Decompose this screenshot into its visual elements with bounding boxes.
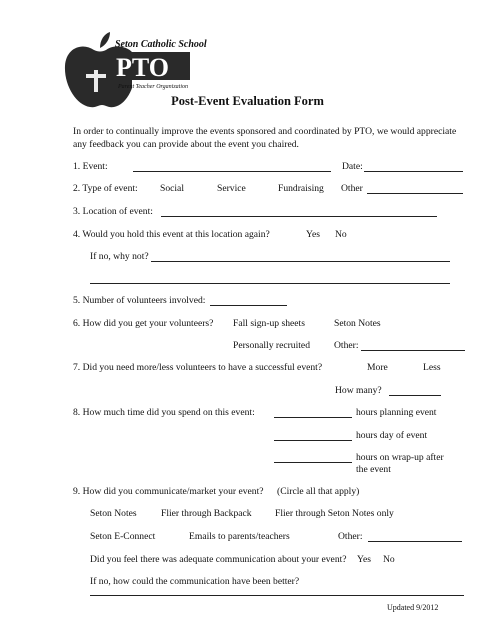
hours-planning-label: hours planning event [356, 407, 437, 418]
q2-label: 2. Type of event: [73, 183, 138, 194]
adequate-yes-option[interactable]: Yes [357, 554, 371, 565]
q3-label: 3. Location of event: [73, 206, 153, 217]
q4-no-option[interactable]: No [335, 229, 347, 240]
adequate-no-option[interactable]: No [383, 554, 395, 565]
why-not-field[interactable] [151, 261, 450, 262]
option-fundraising[interactable]: Fundraising [278, 183, 324, 194]
q8-label: 8. How much time did you spend on this event: [73, 407, 255, 418]
hours-wrapup-label-2: the event [356, 464, 391, 475]
option-seton-econnect[interactable]: Seton E-Connect [90, 531, 156, 542]
q7-more-option[interactable]: More [367, 362, 388, 373]
q6-label: 6. How did you get your volunteers? [73, 318, 214, 329]
option-social[interactable]: Social [160, 183, 184, 194]
form-title: Post-Event Evaluation Form [171, 94, 324, 108]
volunteer-count-field[interactable] [210, 305, 287, 306]
option-flier-backpack[interactable]: Flier through Backpack [161, 508, 252, 519]
improve-question: If no, how could the communication have been better? [90, 576, 300, 587]
q4-yes-option[interactable]: Yes [306, 229, 320, 240]
event-type-other-field[interactable] [367, 193, 463, 194]
updated-date: Updated 9/2012 [387, 603, 439, 612]
logo-school-name: Seton Catholic School [115, 39, 207, 50]
logo-org: PTO [116, 53, 169, 82]
adequate-question: Did you feel there was adequate communication about your event? [90, 554, 347, 565]
option-comm-seton-notes[interactable]: Seton Notes [90, 508, 137, 519]
option-service[interactable]: Service [217, 183, 246, 194]
option-personally-recruited[interactable]: Personally recruited [233, 340, 310, 351]
q7-less-option[interactable]: Less [423, 362, 441, 373]
comm-other-field[interactable] [368, 541, 462, 542]
q9-hint: (Circle all that apply) [277, 486, 360, 497]
why-not-field-line-2[interactable] [90, 283, 450, 284]
q1-date-label: Date: [342, 161, 363, 172]
q4-label: 4. Would you hold this event at this location again? [73, 229, 270, 240]
option-volunteer-other[interactable]: Other: [334, 340, 359, 351]
how-many-label: How many? [335, 385, 382, 396]
location-field[interactable] [161, 216, 437, 217]
option-fall-signup[interactable]: Fall sign-up sheets [233, 318, 305, 329]
option-comm-other[interactable]: Other: [338, 531, 363, 542]
event-name-field[interactable] [133, 171, 331, 172]
improve-field[interactable] [90, 595, 464, 596]
event-date-field[interactable] [364, 171, 463, 172]
hours-wrapup-label: hours on wrap-up after [356, 452, 444, 463]
hours-day-of-field[interactable] [274, 440, 352, 441]
option-flier-seton-notes[interactable]: Flier through Seton Notes only [275, 508, 394, 519]
hours-planning-field[interactable] [274, 417, 352, 418]
option-seton-notes[interactable]: Seton Notes [334, 318, 381, 329]
q5-label: 5. Number of volunteers involved: [73, 295, 206, 306]
volunteer-other-field[interactable] [361, 350, 465, 351]
q4-followup-label: If no, why not? [90, 251, 149, 262]
how-many-field[interactable] [389, 395, 441, 396]
logo-subtitle: Parent Teacher Organization [118, 84, 188, 90]
option-emails[interactable]: Emails to parents/teachers [189, 531, 290, 542]
intro-text: In order to continually improve the events sponsored and coordinated by PTO, we would appreciate any feedback you can provide about the event you chaired. [73, 126, 457, 150]
q9-label: 9. How did you communicate/market your event? [73, 486, 264, 497]
hours-wrapup-field[interactable] [274, 462, 352, 463]
q7-label: 7. Did you need more/less volunteers to have a successful event? [73, 362, 323, 373]
hours-day-of-label: hours day of event [356, 430, 428, 441]
q1-label: 1. Event: [73, 161, 108, 172]
option-other[interactable]: Other [341, 183, 363, 194]
